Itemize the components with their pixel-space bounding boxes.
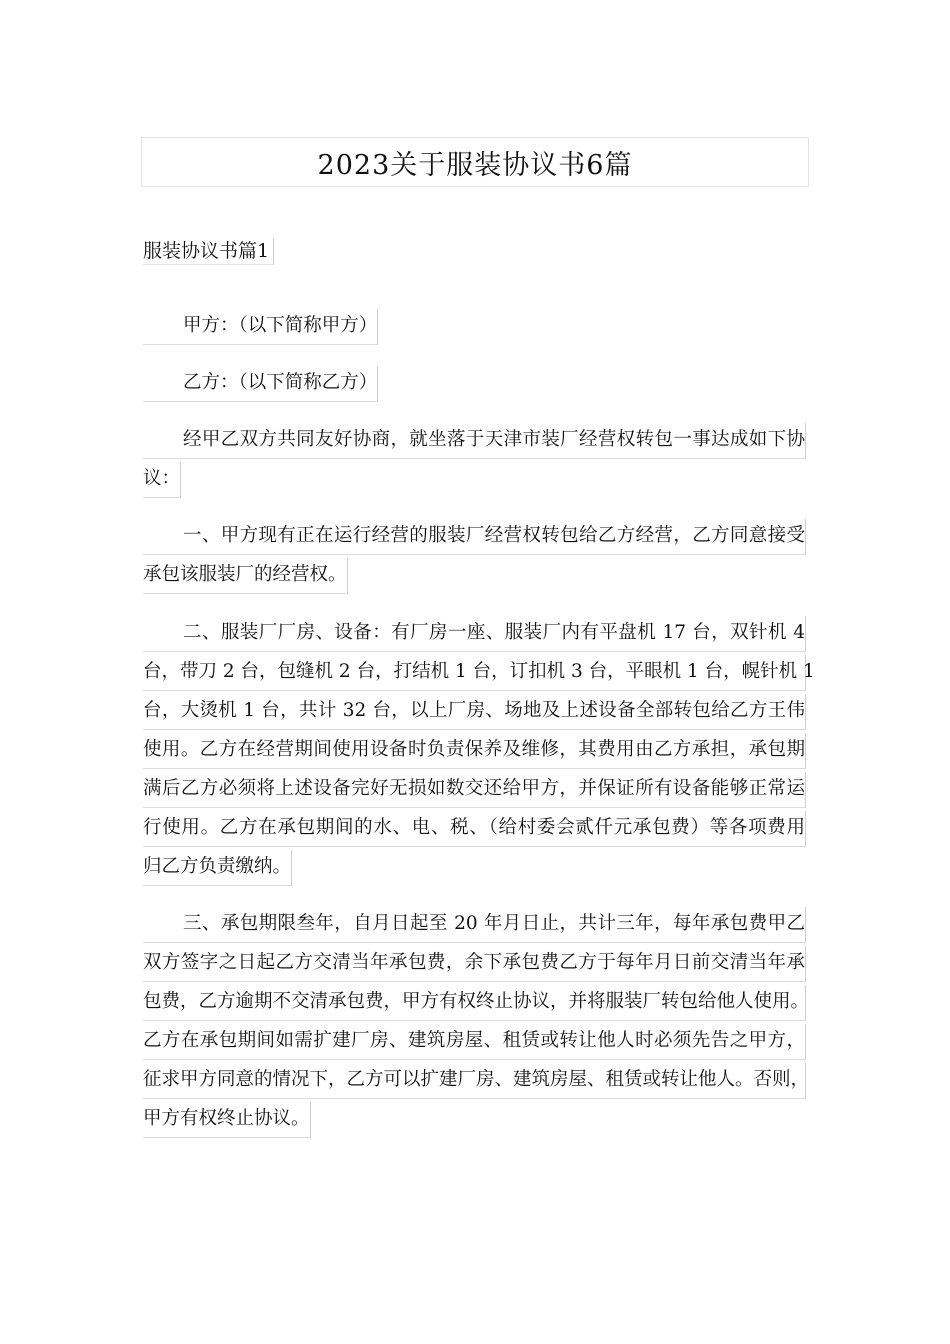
- paragraph-line: 包费，乙方逾期不交清承包费，甲方有权终止协议，并将服装厂转包给他人使用。: [143, 985, 806, 1021]
- paragraph-line: 二、服装厂厂房、设备：有厂房一座、服装厂内有平盘机 17 台，双针机 4: [143, 616, 806, 652]
- paragraph-line: 三、承包期限叁年，自月日起至 20 年月日止，共计三年，每年承包费甲乙: [143, 907, 806, 943]
- paragraph-line: 征求甲方同意的情况下，乙方可以扩建厂房、建筑房屋、租赁或转让他人。否则，: [143, 1063, 806, 1099]
- paragraph-line: 使用。乙方在经营期间使用设备时负责保养及维修，其费用由乙方承担，承包期: [143, 733, 806, 769]
- paragraph-line: 双方签字之日起乙方交清当年承包费，余下承包费乙方于每年月日前交清当年承: [143, 946, 806, 982]
- paragraph-line: 归乙方负责缴纳。: [143, 850, 292, 886]
- section-heading: 服装协议书篇1: [143, 238, 274, 265]
- paragraph-line: 乙方在承包期间如需扩建厂房、建筑房屋、租赁或转让他人时必须先告之甲方，: [143, 1024, 806, 1060]
- paragraph-line: 台，大烫机 1 台，共计 32 台，以上厂房、场地及上述设备全部转包给乙方王伟: [143, 694, 806, 730]
- paragraph-line: 议：: [143, 462, 181, 498]
- paragraph-line: 行使用。乙方在承包期间的水、电、税、（给村委会贰仟元承包费）等各项费用: [143, 811, 806, 847]
- paragraph-line: 台，带刀 2 台，包缝机 2 台，打结机 1 台，订扣机 3 台，平眼机 1 台，幌针机 1: [143, 655, 806, 691]
- paragraph-line: 一、甲方现有正在运行经营的服装厂经营权转包给乙方经营，乙方同意接受: [143, 519, 806, 555]
- party-a-line: 甲方：（以下简称甲方）: [143, 309, 378, 345]
- paragraph-line: 甲方有权终止协议。: [143, 1102, 311, 1138]
- document-title: 2023关于服装协议书6篇: [141, 137, 809, 187]
- paragraph-line: 经甲乙双方共同友好协商，就坐落于天津市装厂经营权转包一事达成如下协: [143, 423, 806, 459]
- paragraph-line: 承包该服装厂的经营权。: [143, 558, 348, 594]
- paragraph-line: 满后乙方必须将上述设备完好无损如数交还给甲方，并保证所有设备能够正常运: [143, 772, 806, 808]
- party-b-line: 乙方：（以下简称乙方）: [143, 366, 378, 402]
